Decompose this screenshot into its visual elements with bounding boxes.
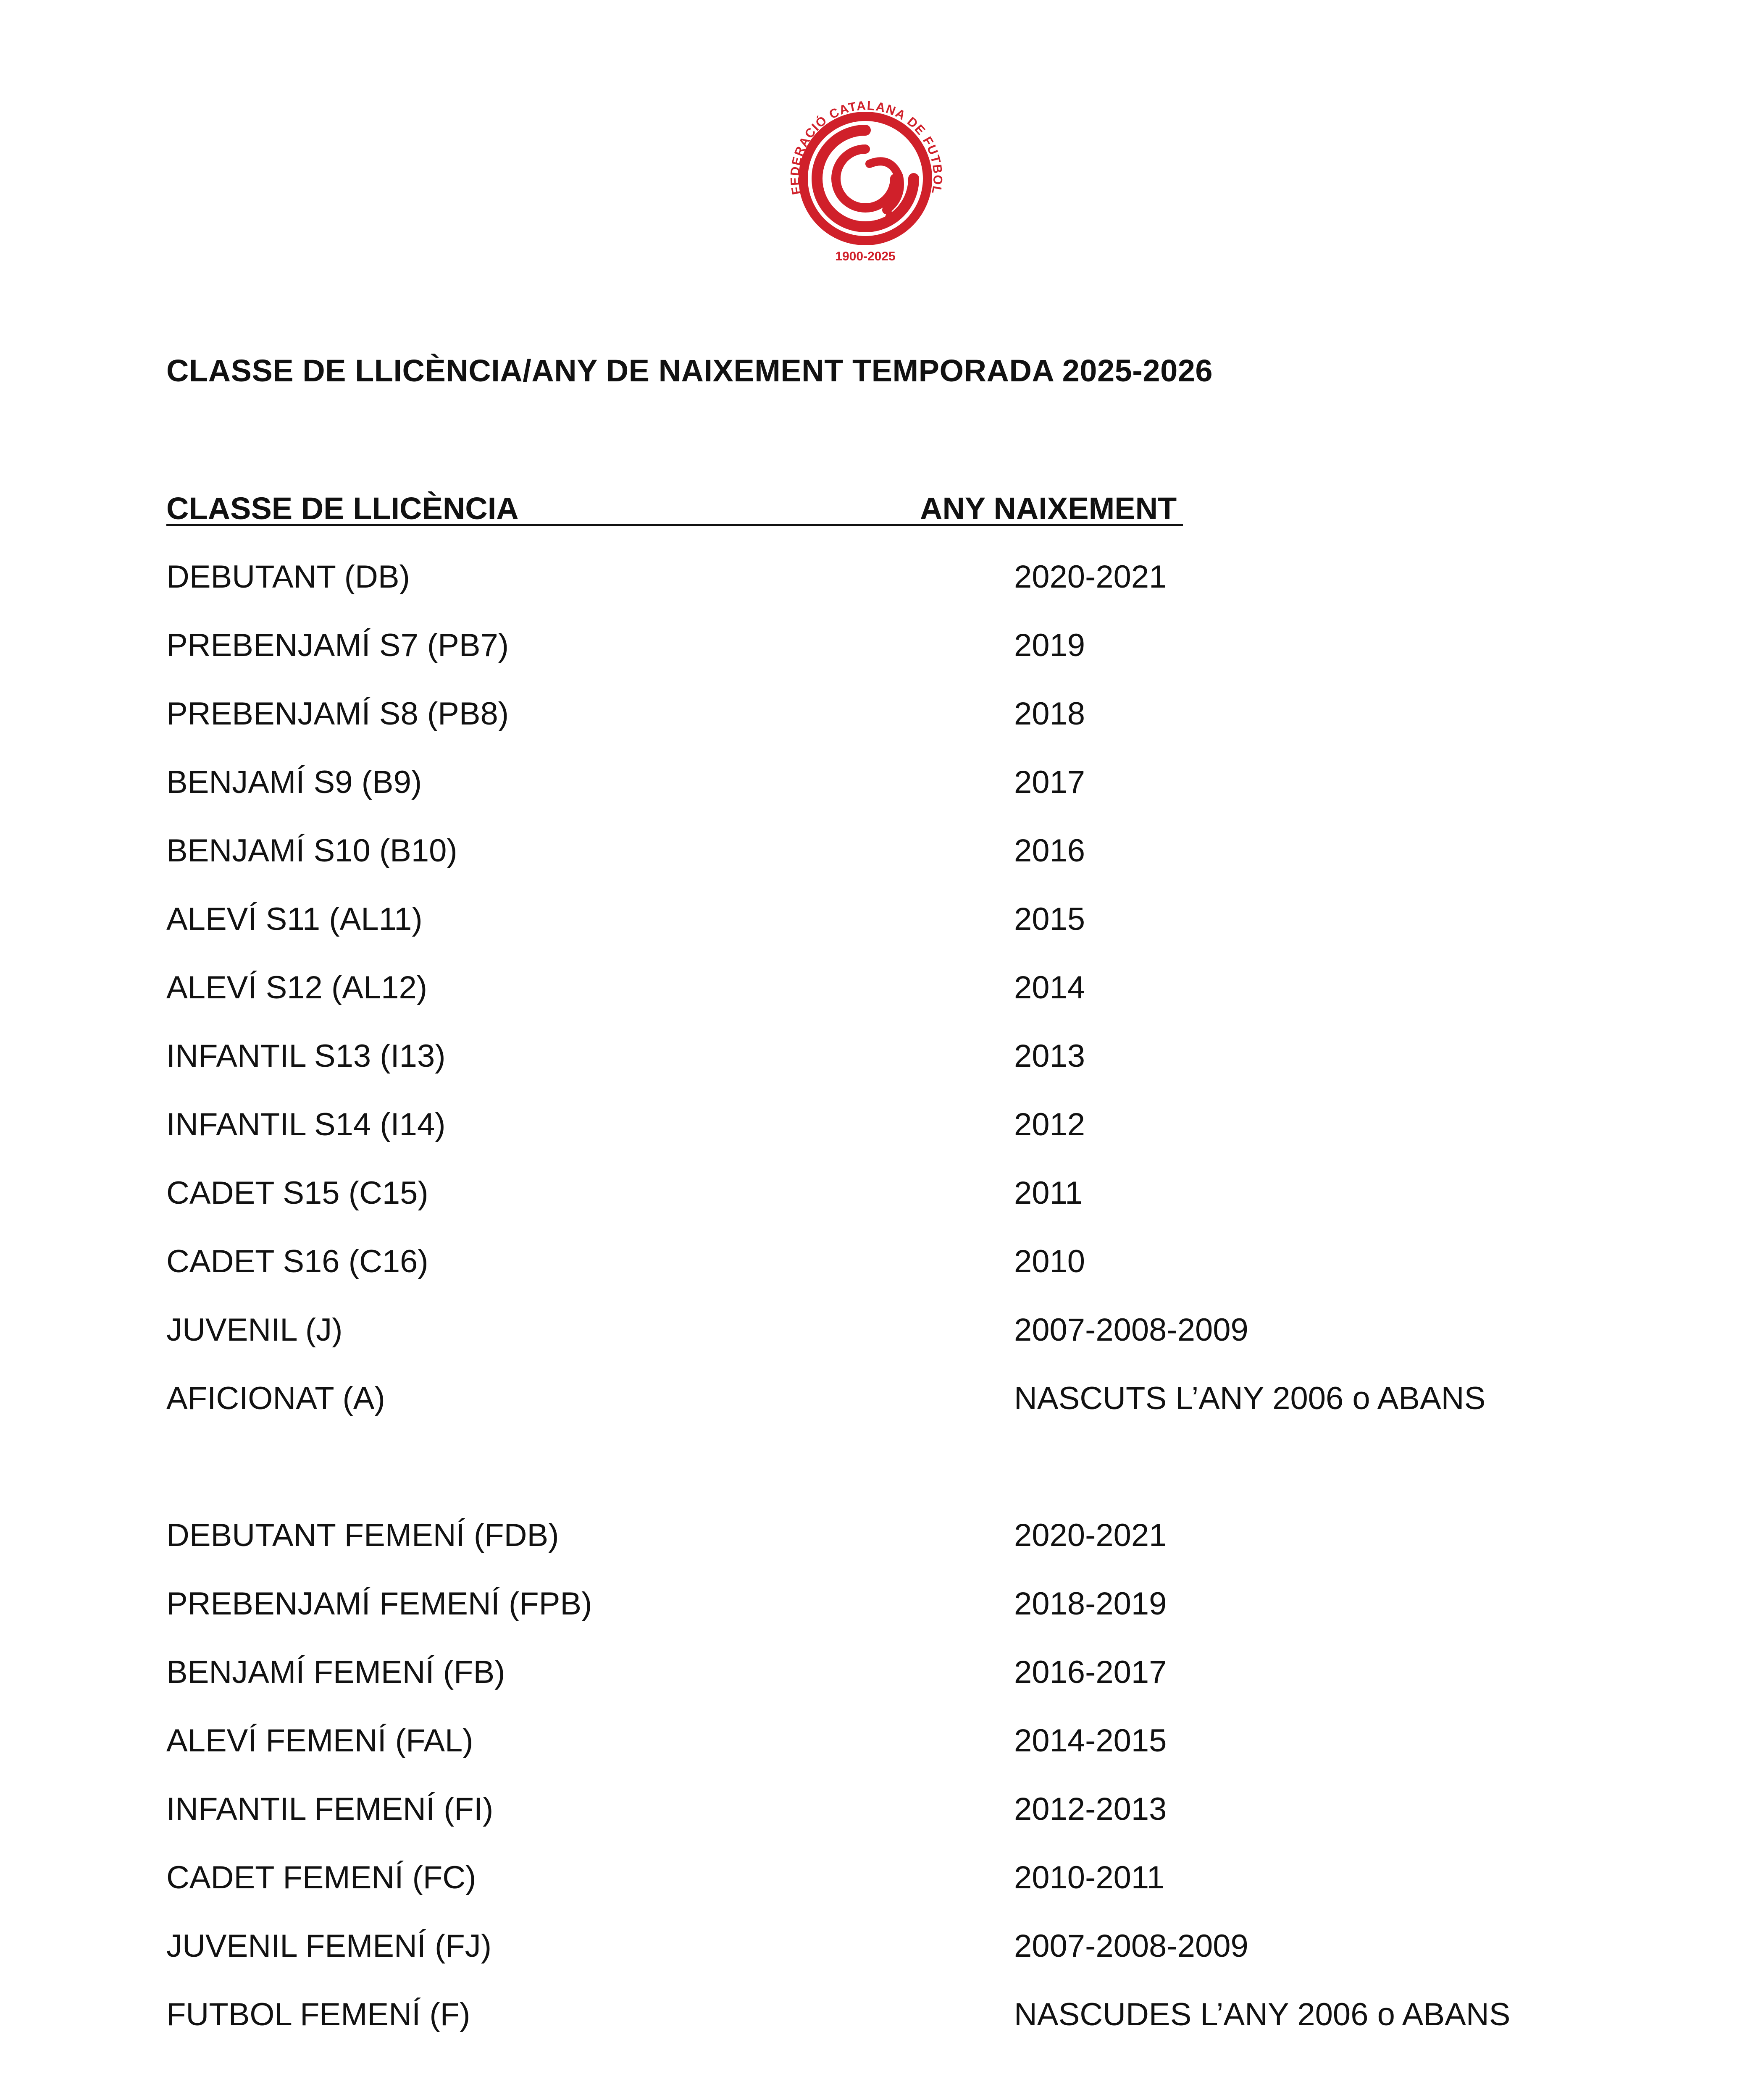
row-year: NASCUTS L’ANY 2006 o ABANS [1014,1381,1486,1416]
row-class: ALEVÍ FEMENÍ (FAL) [166,1723,473,1759]
row-year: 2011 [1014,1175,1083,1211]
row-year: 2018 [1014,696,1085,732]
table-row [166,1586,1595,1628]
row-year: 2020-2021 [1014,1517,1167,1553]
row-year: 2014 [1014,970,1085,1005]
table-row [166,1996,1595,2038]
row-year: 2016-2017 [1014,1654,1167,1690]
table-row [166,1312,1595,1354]
row-year: 2015 [1014,901,1085,937]
row-class: BENJAMÍ FEMENÍ (FB) [166,1654,505,1690]
table-row [166,1175,1595,1217]
table-row [166,764,1595,806]
row-year: 2010-2011 [1014,1860,1164,1895]
row-class: PREBENJAMÍ S7 (PB7) [166,627,509,663]
row-year: 2012 [1014,1107,1085,1142]
table-row [166,1791,1595,1833]
header-birth-year: ANY NAIXEMENT [920,491,1177,526]
table-row [166,1038,1595,1080]
table-row [166,1654,1595,1696]
row-class: CADET S16 (C16) [166,1244,428,1279]
row-year: 2020-2021 [1014,559,1167,595]
row-year: 2010 [1014,1244,1085,1279]
row-year: 2019 [1014,627,1085,663]
row-year: 2018-2019 [1014,1586,1167,1622]
table-row [166,1722,1595,1764]
table-row [166,1106,1595,1148]
table-row [166,1517,1595,1559]
table-row [166,901,1595,943]
row-class: FUTBOL FEMENÍ (F) [166,1997,470,2032]
row-class: ALEVÍ S11 (AL11) [166,901,423,937]
header-underline [166,524,1183,526]
table-row [166,627,1595,669]
row-class: PREBENJAMÍ S8 (PB8) [166,696,509,732]
row-class: JUVENIL (J) [166,1312,343,1348]
row-class: CADET FEMENÍ (FC) [166,1860,476,1895]
row-year: 2016 [1014,833,1085,869]
row-class: ALEVÍ S12 (AL12) [166,970,428,1005]
table-row [166,696,1595,738]
document-title: CLASSE DE LLICÈNCIA/ANY DE NAIXEMENT TEMPORADA 2025-2026 [166,353,1213,388]
row-class: CADET S15 (C15) [166,1175,428,1211]
row-year: 2007-2008-2009 [1014,1928,1248,1964]
row-class: INFANTIL S13 (I13) [166,1038,446,1074]
row-class: JUVENIL FEMENÍ (FJ) [166,1928,492,1964]
row-year: 2007-2008-2009 [1014,1312,1248,1348]
row-class: DEBUTANT (DB) [166,559,410,595]
table-row [166,832,1595,874]
table-row [166,559,1595,601]
row-year: 2017 [1014,764,1085,800]
logo-years: 1900-2025 [835,249,896,263]
table-header [166,491,1183,528]
table-row [166,1928,1595,1970]
table-row [166,1243,1595,1285]
table-row [166,969,1595,1011]
header-license-class: CLASSE DE LLICÈNCIA [166,491,519,526]
row-class: BENJAMÍ S10 (B10) [166,833,457,869]
table-row [166,1380,1595,1422]
table-row [166,1859,1595,1901]
row-class: INFANTIL FEMENÍ (FI) [166,1791,494,1827]
row-year: 2013 [1014,1038,1085,1074]
row-year: 2012-2013 [1014,1791,1167,1827]
logo-ring-text: FEDERACIÓ CATALANA DE FUTBOL [788,99,945,196]
row-year: NASCUDES L’ANY 2006 o ABANS [1014,1997,1511,2032]
row-class: PREBENJAMÍ FEMENÍ (FPB) [166,1586,592,1622]
row-class: BENJAMÍ S9 (B9) [166,764,422,800]
row-year: 2014-2015 [1014,1723,1167,1759]
row-class: INFANTIL S14 (I14) [166,1107,446,1142]
row-class: AFICIONAT (A) [166,1381,385,1416]
row-class: DEBUTANT FEMENÍ (FDB) [166,1517,559,1553]
fcf-logo [765,71,966,273]
